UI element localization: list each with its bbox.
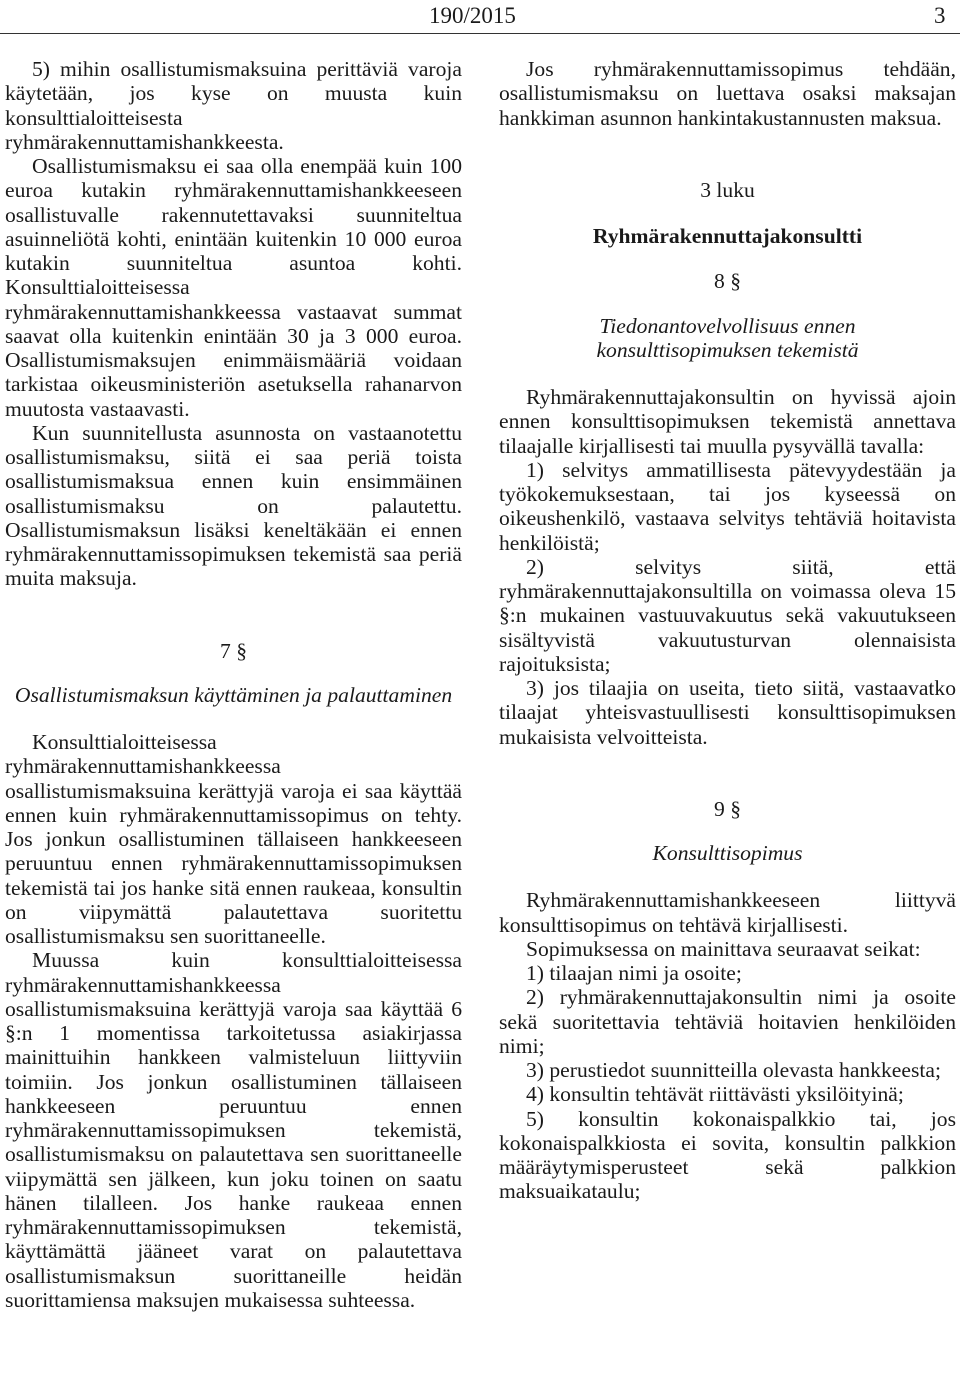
list-item: 3) perustiedot suunnitteilla olevasta hankkeesta; [526,1058,941,1082]
paragraph: Ryhmärakennuttajakonsultin on hyvissä ajoin ennen konsulttisopimuksen tekemistä annettava tilaajalle kirjallisesti tai muulla pysyvällä tavalla: [499,385,956,458]
statute-number: 190/2015 [429,3,516,28]
section-title-8: Tiedonantovelvollisuus ennen konsulttisopimuksen tekemistä [596,313,859,362]
right-column [499,57,956,1204]
list-item: 3) jos tilaajia on useita, tieto siitä, vastaavatko tilaajat yhteisvastuullisesti konsulttisopimuksen mukaisista velvoitteista. [499,676,956,749]
list-item: 5) konsultin kokonaispalkkio tai, jos kokonaispalkkiosta ei sovita, konsultin palkkion määräytymisperusteet sekä palkkion maksuaikataulu; [499,1106,956,1204]
section-number-7: 7 § [220,638,247,663]
section-title-7: Osallistumismaksun käyttäminen ja palauttaminen [14,682,453,707]
list-item: 4) konsultin tehtävät riittävästi yksilöityinä; [526,1082,904,1107]
paragraph: Kun suunnitellusta asunnosta on vastaanotettu osallistumismaksu, siitä ei saa periä toista osallistumismaksua ennen kuin ensimmäinen osallistumismaksu on palautettu. Osallistumismaksun lisäksi keneltäkään ei ennen ryhmärakennuttamissopimuksen tekemistä saa periä muita maksuja. [5,420,462,591]
list-item: 2) ryhmärakennuttajakonsultin nimi ja osoite sekä suoritettavia tehtäviä hoitavien henkilöiden nimi; [499,985,956,1058]
chapter-number: 3 luku [700,177,755,202]
list-item: 1) tilaajan nimi ja osoite; [526,961,742,985]
paragraph: Muussa kuin konsulttialoitteisessa ryhmärakennuttamishankkeessa osallistumismaksuina kerättyjä varoja saa käyttää 6 §:n 1 momentissa tarkoitetussa asiakirjassa mainittuihin hankkeen valmisteluun liittyviin toimiin. Jos jonkun osallistuminen tällaiseen hankkeeseen peruuntuu ennen ryhmärakennuttamissopimuksen tekemistä, osallistumismaksu on palautettava sen suorittaneelle viipymättä sen jälkeen, kun joku toinen on saatu hänen tilalleen. Jos hanke raukeaa ennen ryhmärakennuttamissopimuksen tekemistä, käyttämättä jääneet varat on palautettava osallistumismaksun suorittaneille heidän suorittamiensa maksujen mukaisessa suhteessa. [5,948,462,1312]
header-rule [0,33,960,34]
paragraph: Sopimuksessa on mainittava seuraavat seikat: [526,936,921,961]
chapter-title: Ryhmärakennuttajakonsultti [592,224,863,248]
page-header [0,0,960,34]
list-item: 2) selvitys siitä, että ryhmärakennuttajakonsultilla on voimassa oleva 15 §:n mukainen vastuuvakuutus sekä vakuutukseen sisältyvistä vakuutusturvan olennaisista rajoituksista; [499,554,956,676]
page-number: 3 [934,3,946,28]
list-item: 1) selvitys ammatillisesta pätevyydestään ja työkokemuksestaan, tai jos kyseessä on oikeushenkilö, vastaava selvitys tehtäviä hoitavista henkilöistä; [499,457,956,555]
paragraph: Ryhmärakennuttamishankkeeseen liittyvä konsulttisopimus on tehtävä kirjallisesti. [499,888,956,937]
section-number-8: 8 § [714,269,741,294]
paragraph: 5) mihin osallistumismaksuina perittäviä varoja käytetään, jos kyse on muusta kuin konsulttialoitteisesta ryhmärakennuttamishankkeesta. [5,57,462,154]
section-number-9: 9 § [714,796,741,821]
section-title-9: Konsulttisopimus [652,841,803,865]
paragraph: Osallistumismaksu ei saa olla enempää kuin 100 euroa kutakin ryhmärakennuttamishankkeeseen osallistuvalle rakennutettavaksi suunniteltua asuinneliötä kohti, enintään kuitenkin 10 000 euroa kutakin suunniteltua asuntoa kohti. Konsulttialoitteisessa ryhmärakennuttamishankkeessa vastaavat summat saavat olla kuitenkin enintään 30 ja 3 000 euroa. Osallistumismaksujen enimmäismääriä voidaan tarkistaa oikeusministeriön asetuksella rahanarvon muutosta vastaavasti. [5,154,462,421]
left-column [5,57,462,1312]
paragraph: Jos ryhmärakennuttamissopimus tehdään, osallistumismaksu on luettava osaksi maksajan hankkiman asunnon hankintakustannusten maksua. [499,57,956,130]
paragraph: Konsulttialoitteisessa ryhmärakennuttamishankkeessa osallistumismaksuina kerättyjä varoja ei saa käyttää ennen kuin ryhmärakennuttamissopimus on tehty. Jos jonkun osallistuminen tällaiseen hankkeeseen peruuntuu ennen ryhmärakennuttamissopimuksen tekemistä tai jos hanke sitä ennen raukeaa, konsultin on viipymättä palautettava suoritettu osallistumismaksu sen suorittaneelle. [5,730,462,948]
